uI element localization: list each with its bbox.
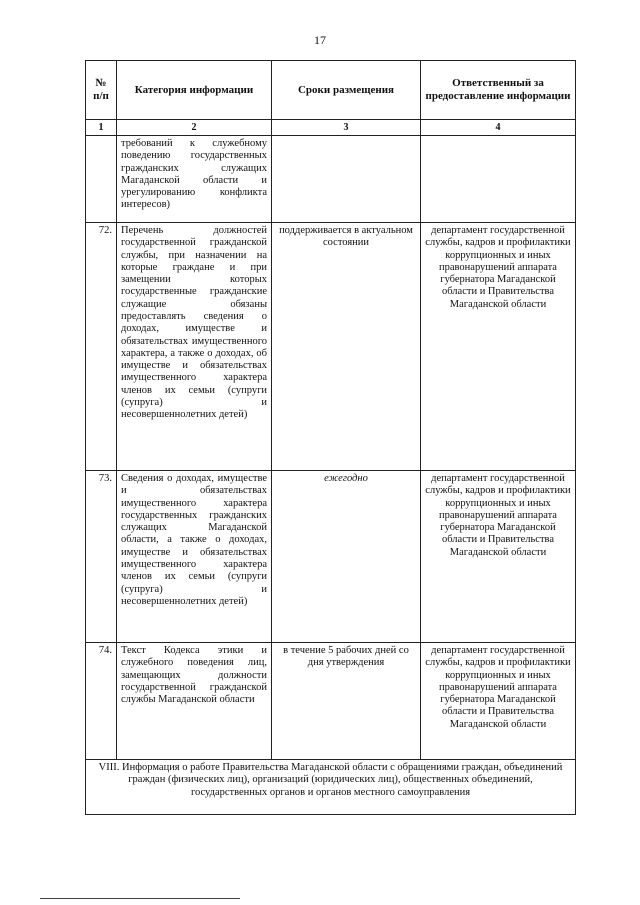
row-term: ежегодно [272, 471, 421, 643]
information-table [85, 60, 576, 815]
row-term: поддерживается в актуальном состоянии [272, 223, 421, 471]
column-number: 3 [272, 120, 421, 136]
section-heading: VIII. Информация о работе Правительства Магаданской области с обращениями граждан, объединений граждан (физических лиц), организаций (юридических лиц), общественных объединений, государственных органов и органов местного самоуправления [86, 760, 576, 815]
row-responsible: департамент государственной службы, кадров и профилактики коррупционных и иных правонарушений аппарата губернатора Магаданской области и Правительства Магаданской области [421, 471, 576, 643]
page-number: 17 [314, 33, 326, 47]
table-row [86, 136, 576, 223]
row-responsible: департамент государственной службы, кадров и профилактики коррупционных и иных правонарушений аппарата губернатора Магаданской области и Правительства Магаданской области [421, 643, 576, 760]
table-row [86, 471, 576, 643]
row-number: 74. [86, 643, 117, 760]
row-category: Перечень должностей государственной гражданской службы, при назначении на которые граждане и при замещении которых государственные гражданские служащие обязаны предоставлять сведения о доходах, имуществе и обязательствах имущественного характера, а также о доходах, об имуществе и обязательствах имущественного характера членов их семьи (супруги (супруга) и несовершеннолетних детей) [117, 223, 272, 471]
row-responsible [421, 136, 576, 223]
table-row [86, 643, 576, 760]
row-term: в течение 5 рабочих дней со дня утверждения [272, 643, 421, 760]
row-term [272, 136, 421, 223]
row-responsible: департамент государственной службы, кадров и профилактики коррупционных и иных правонарушений аппарата губернатора Магаданской области и Правительства Магаданской области [421, 223, 576, 471]
row-number [86, 136, 117, 223]
row-category: требований к служебному поведению государственных гражданских служащих Магаданской области и урегулированию конфликта интересов) [117, 136, 272, 223]
table-row [86, 223, 576, 471]
header-responsible: Ответственный за предоставление информации [421, 61, 576, 120]
row-number: 73. [86, 471, 117, 643]
column-number-row [86, 120, 576, 136]
row-category: Текст Кодекса этики и служебного поведения лиц, замещающих должности государственной гражданской службы Магаданской области [117, 643, 272, 760]
column-number: 2 [117, 120, 272, 136]
header-term: Сроки размещения [272, 61, 421, 120]
column-number: 1 [86, 120, 117, 136]
header-category: Категория информации [117, 61, 272, 120]
footer-divider [40, 898, 240, 899]
row-category: Сведения о доходах, имуществе и обязательствах имущественного характера государственных гражданских служащих Магаданской области, а также о доходах, имуществе и обязательствах имущественного характера членов их семьи (супруги (супруга) и несовершеннолетних детей) [117, 471, 272, 643]
table-header-row [86, 61, 576, 120]
row-number: 72. [86, 223, 117, 471]
column-number: 4 [421, 120, 576, 136]
header-num: № п/п [86, 61, 117, 120]
section-row [86, 760, 576, 815]
